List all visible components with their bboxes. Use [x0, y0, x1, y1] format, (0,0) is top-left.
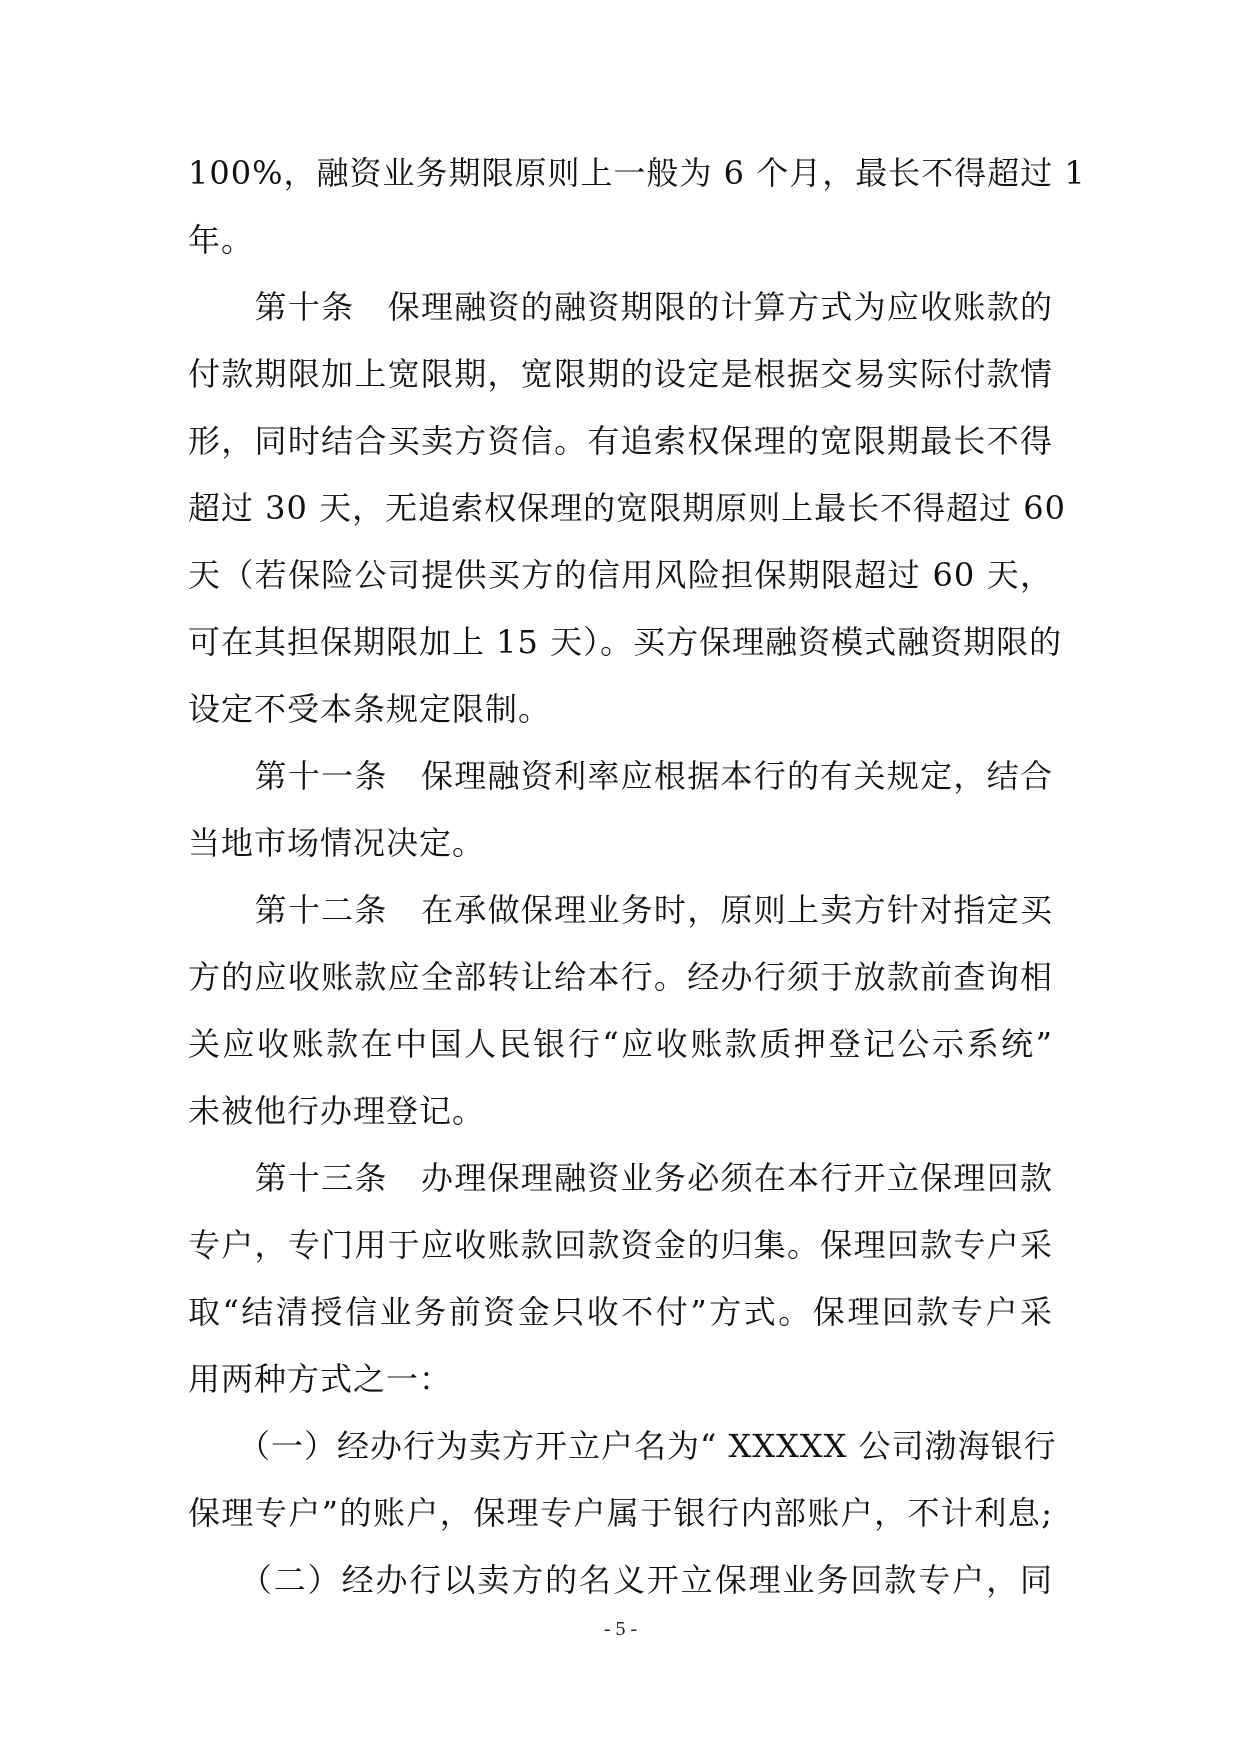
text-line: 设定不受本条规定限制。	[188, 690, 552, 728]
text-line: （一）经办行为卖方开立户名为“ XXXXX 公司渤海银行	[188, 1427, 1057, 1465]
text-line: 关应收账款在中国人民银行“应收账款质押登记公示系统”	[188, 1025, 1053, 1063]
text-line: 专户，专门用于应收账款回款资金的归集。保理回款专户采	[188, 1226, 1053, 1264]
document-body	[188, 140, 1086, 1614]
paragraph-article-12	[188, 877, 1053, 1145]
text-line: 年。	[188, 221, 255, 259]
text-line: （二）经办行以卖方的名义开立保理业务回款专户，同	[188, 1561, 1053, 1599]
paragraph	[188, 140, 1086, 274]
paragraph-article-13	[188, 1145, 1053, 1413]
paragraph-article-11	[188, 743, 1053, 877]
text-line: 取“结清授信业务前资金只收不付”方式。保理回款专户采	[188, 1293, 1053, 1331]
text-line: 形，同时结合买卖方资信。有追索权保理的宽限期最长不得	[188, 422, 1053, 460]
text-line: 方的应收账款应全部转让给本行。经办行须于放款前查询相	[188, 958, 1053, 996]
page-number: - 5 -	[603, 1618, 638, 1640]
text-line: 100%，融资业务期限原则上一般为 6 个月，最长不得超过 1	[188, 154, 1086, 192]
text-line: 付款期限加上宽限期，宽限期的设定是根据交易实际付款情	[188, 355, 1053, 393]
text-line: 保理专户”的账户，保理专户属于银行内部账户，不计利息;	[188, 1494, 1053, 1532]
paragraph-item-1	[188, 1413, 1057, 1547]
text-line: 天（若保险公司提供买方的信用风险担保期限超过 60 天，	[188, 556, 1053, 594]
text-line: 第十条 保理融资的融资期限的计算方式为应收账款的	[188, 288, 1053, 326]
text-line: 第十二条 在承做保理业务时，原则上卖方针对指定买	[188, 891, 1053, 929]
text-line: 第十三条 办理保理融资业务必须在本行开立保理回款	[188, 1159, 1053, 1197]
text-line: 当地市场情况决定。	[188, 824, 486, 862]
paragraph-article-10	[188, 274, 1066, 743]
text-line: 超过 30 天，无追索权保理的宽限期原则上最长不得超过 60	[188, 489, 1066, 527]
text-line: 用两种方式之一：	[188, 1360, 453, 1398]
text-line: 第十一条 保理融资利率应根据本行的有关规定，结合	[188, 757, 1053, 795]
paragraph-item-2	[188, 1547, 1053, 1614]
text-line: 未被他行办理登记。	[188, 1092, 486, 1130]
text-line: 可在其担保期限加上 15 天）。买方保理融资模式融资期限的	[188, 623, 1063, 661]
